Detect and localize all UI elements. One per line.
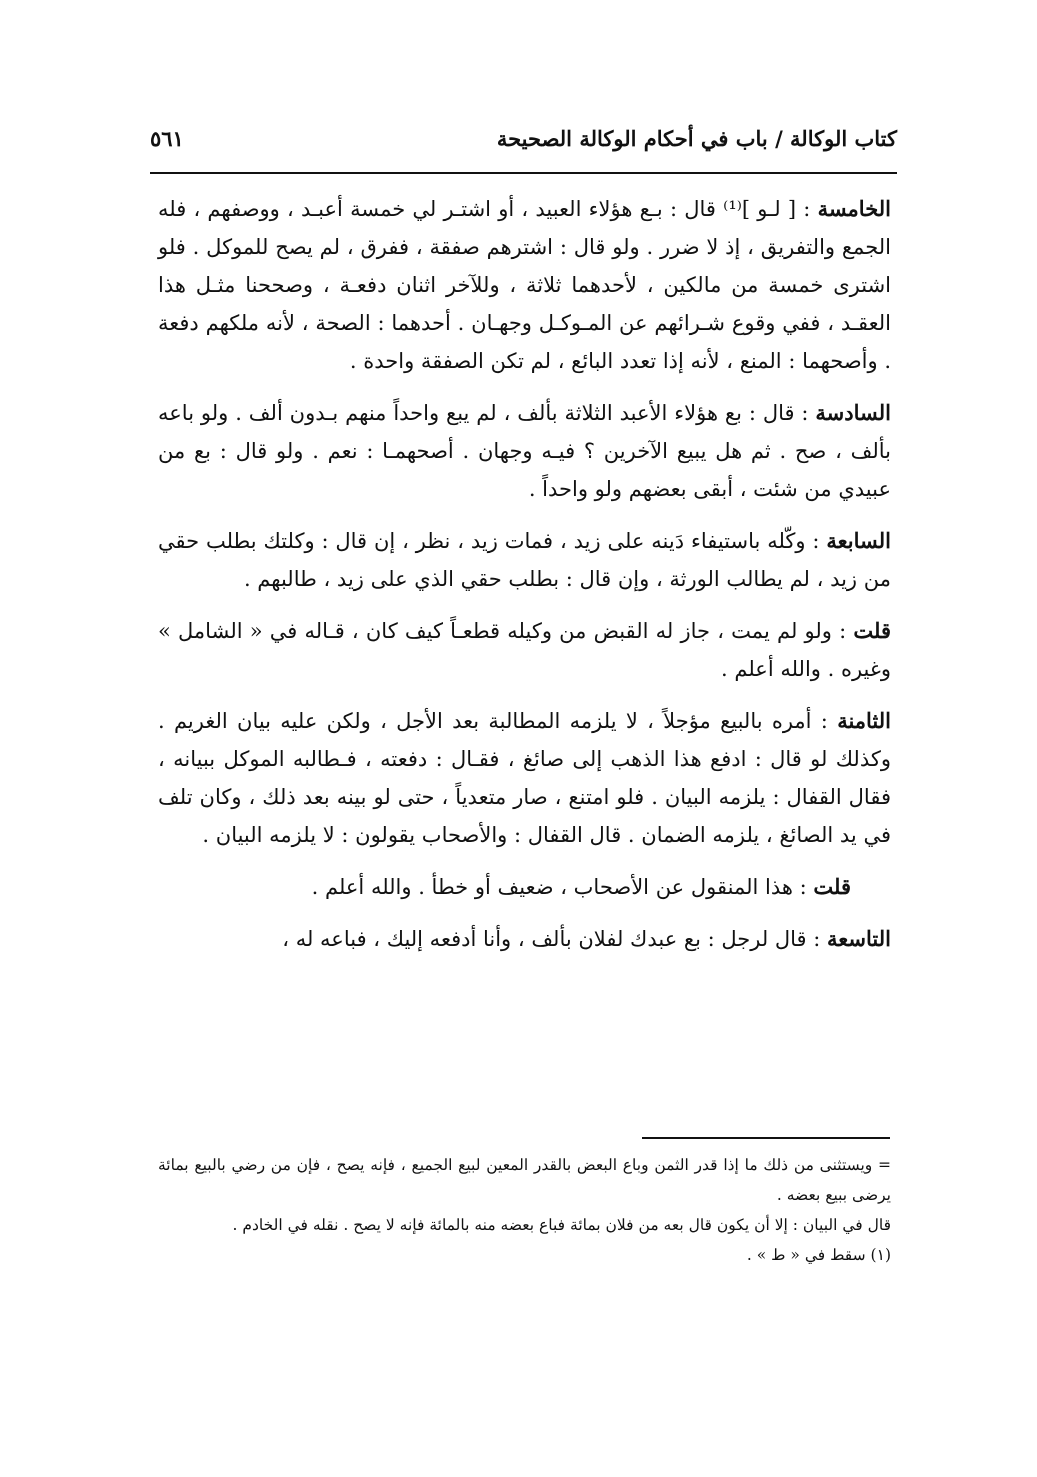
paragraph-text: : [ لـو ]⁽¹⁾ قال : بـع هؤلاء العبيد ، أو اشتـر لي خمسة أعبـد ، ووصفهم ، فله الجمع والتفريق ، إذ لا ضرر . ولو قال : اشترهم صفقة ، ففرق ، لم يصح للموكل . فلو اشترى خمسة من مالكين ، لأحدهما ثلاثة ، وللآخر اثنان دفعـة ، وصححنا مثـل هذا العقـد ، ففي وقوع شـرائهم عن المـوكـل وجهـان . أحدهما : الصحة ، لأنه ملكهم دفعة . وأصحهما : المنع ، لأنه إذا تعدد البائع ، لم تكن الصفقة واحدة . (158, 197, 891, 373)
paragraph-term: التاسعة (827, 926, 891, 951)
paragraph-text: : هذا المنقول عن الأصحاب ، ضعيف أو خطأ . والله أعلم . (311, 875, 807, 899)
paragraph-term: قلت (853, 618, 891, 643)
footnote-continuation: = ويستثنى من ذلك ما إذا قدر الثمن وباع البعض بالقدر المعين لبيع الجميع ، فإنه يصح ، فإن من رضي بالبيع بمائة يرضى ببيع بعضه . (158, 1156, 891, 1204)
paragraph-term: الخامسة (817, 196, 891, 221)
footnote-rule (642, 1137, 890, 1139)
paragraph-sadisa (158, 394, 891, 508)
paragraph-qultu-1 (158, 612, 891, 688)
footnote-1: (١) سقط في « ط » . (746, 1246, 891, 1264)
paragraph-thamina (158, 702, 891, 854)
paragraph-text: : وكّله باستيفاء دَينه على زيد ، فمات زيد ، نظر ، إن قال : وكلتك بطلب حقي من زيد ، لم يطالب الورثة ، وإن قال : بطلب حقي الذي على زيد ، طالبهم . (158, 529, 891, 591)
paragraph-term: السابعة (826, 528, 891, 553)
body-text (158, 190, 891, 972)
running-title: كتاب الوكالة / باب في أحكام الوكالة الصحيحة (496, 126, 897, 151)
paragraph-text: : ولو لم يمت ، جاز له القبض من وكيله قطعـاً كيف كان ، قـاله في « الشامل » وغيره . والله أعلم . (158, 619, 891, 681)
footnotes (158, 1150, 891, 1270)
paragraph-sabia (158, 522, 891, 598)
paragraph-text: : قال : بع هؤلاء الأعبد الثلاثة بألف ، لم يبع واحداً منهم بـدون ألف . ولو باعه بألف ، صح . ثم هل يبيع الآخرين ؟ فيـه وجهان . أصحهمـا : نعم . ولو قال : بع من عبيدي من شئت ، أبقى بعضهم ولو واحداً . (158, 401, 891, 501)
paragraph-khamisa (158, 190, 891, 380)
paragraph-tasia (158, 920, 891, 958)
paragraph-term: قلت (813, 874, 851, 899)
paragraph-text: : أمره بالبيع مؤجلاً ، لا يلزمه المطالبة بعد الأجل ، ولكن عليه بيان الغريم . وكذلك لو قال : ادفع هذا الذهب إلى صائغ ، فقـال : دفعته ، فـطالبه الموكل ببيانه ، فقال القفال : يلزمه البيان . فلو امتنع ، صار متعدياً ، حتى لو بينه بعد ذلك ، وكان تلف في يد الصائغ ، يلزمه الضمان . قال القفال : والأصحاب يقولون : لا يلزمه البيان . (158, 709, 891, 847)
paragraph-qultu-2 (158, 868, 891, 906)
paragraph-term: السادسة (815, 400, 891, 425)
header-rule (150, 172, 897, 174)
paragraph-term: الثامنة (837, 708, 891, 733)
page-number: ٥٦١ (150, 126, 184, 151)
footnote-bayan: قال في البيان : إلا أن يكون قال بعه من فلان بمائة فباع بعضه منه بالمائة فإنه لا يصح . نقله في الخادم . (232, 1216, 891, 1234)
paragraph-text: : قال لرجل : بع عبدك لفلان بألف ، وأنا أدفعه إليك ، فباعه له ، (282, 927, 821, 951)
running-head (150, 118, 897, 168)
